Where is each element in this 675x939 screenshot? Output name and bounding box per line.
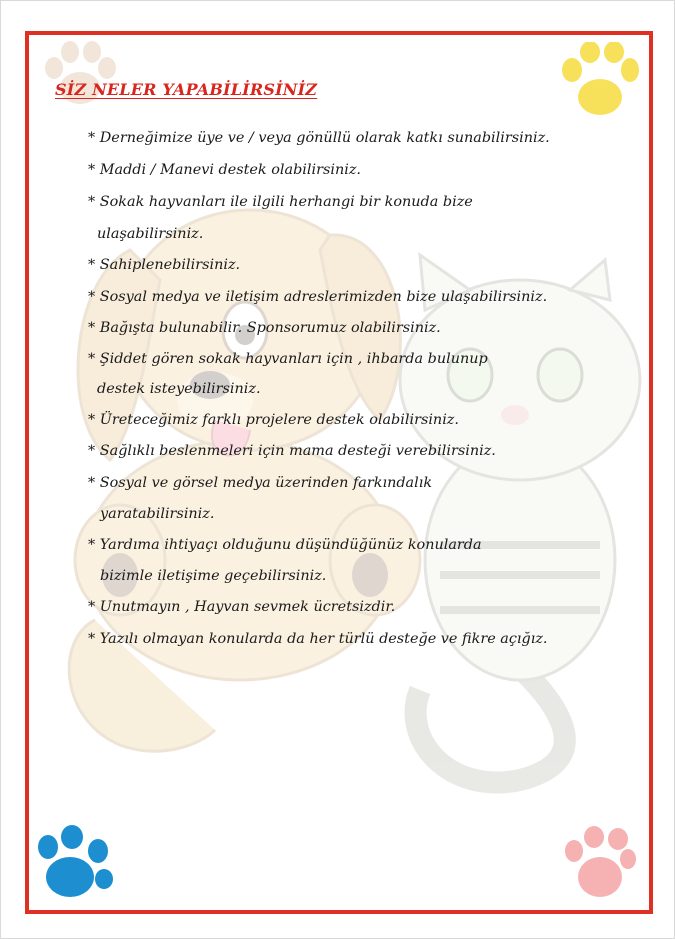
list-item-continuation: yaratabilirsiniz. — [100, 506, 215, 522]
list-item-continuation: destek isteyebilirsiniz. — [97, 381, 261, 397]
list-item: * Sağlıklı beslenmeleri için mama desteği verebilirsiniz. — [88, 443, 496, 459]
list-item: * Maddi / Manevi destek olabilirsiniz. — [88, 162, 361, 178]
list-item: * Üreteceğimiz farklı projelere destek olabilirsiniz. — [88, 412, 459, 428]
paw-print-icon — [560, 825, 640, 905]
list-item-continuation: ulaşabilirsiniz. — [97, 226, 204, 242]
list-item: * Yardıma ihtiyaçı olduğunu düşündüğünüz konularda — [88, 537, 482, 553]
paw-print-icon — [560, 42, 640, 122]
list-item: * Yazılı olmayan konularda da her türlü desteğe ve fikre açığız. — [88, 631, 548, 647]
list-item: * Sokak hayvanları ile ilgili herhangi bir konuda bize — [88, 194, 473, 210]
list-item: * Sahiplenebilirsiniz. — [88, 257, 241, 273]
list-item: * Derneğimize üye ve / veya gönüllü olarak katkı sunabilirsiniz. — [88, 130, 550, 146]
list-item: * Unutmayın , Hayvan sevmek ücretsizdir. — [88, 599, 396, 615]
list-item: * Sosyal ve görsel medya üzerinden farkındalık — [88, 475, 433, 491]
list-item: * Bağışta bulunabilir. Sponsorumuz olabilirsiniz. — [88, 320, 441, 336]
list-item-continuation: bizimle iletişime geçebilirsiniz. — [100, 568, 327, 584]
paw-print-icon — [38, 825, 118, 905]
list-item: * Sosyal medya ve iletişim adreslerimizden bize ulaşabilirsiniz. — [88, 289, 548, 305]
page-title: SİZ NELER YAPABİLİRSİNİZ — [55, 80, 318, 99]
paw-print-icon — [40, 40, 120, 110]
list-item: * Şiddet gören sokak hayvanları için , ihbarda bulunup — [88, 351, 488, 367]
